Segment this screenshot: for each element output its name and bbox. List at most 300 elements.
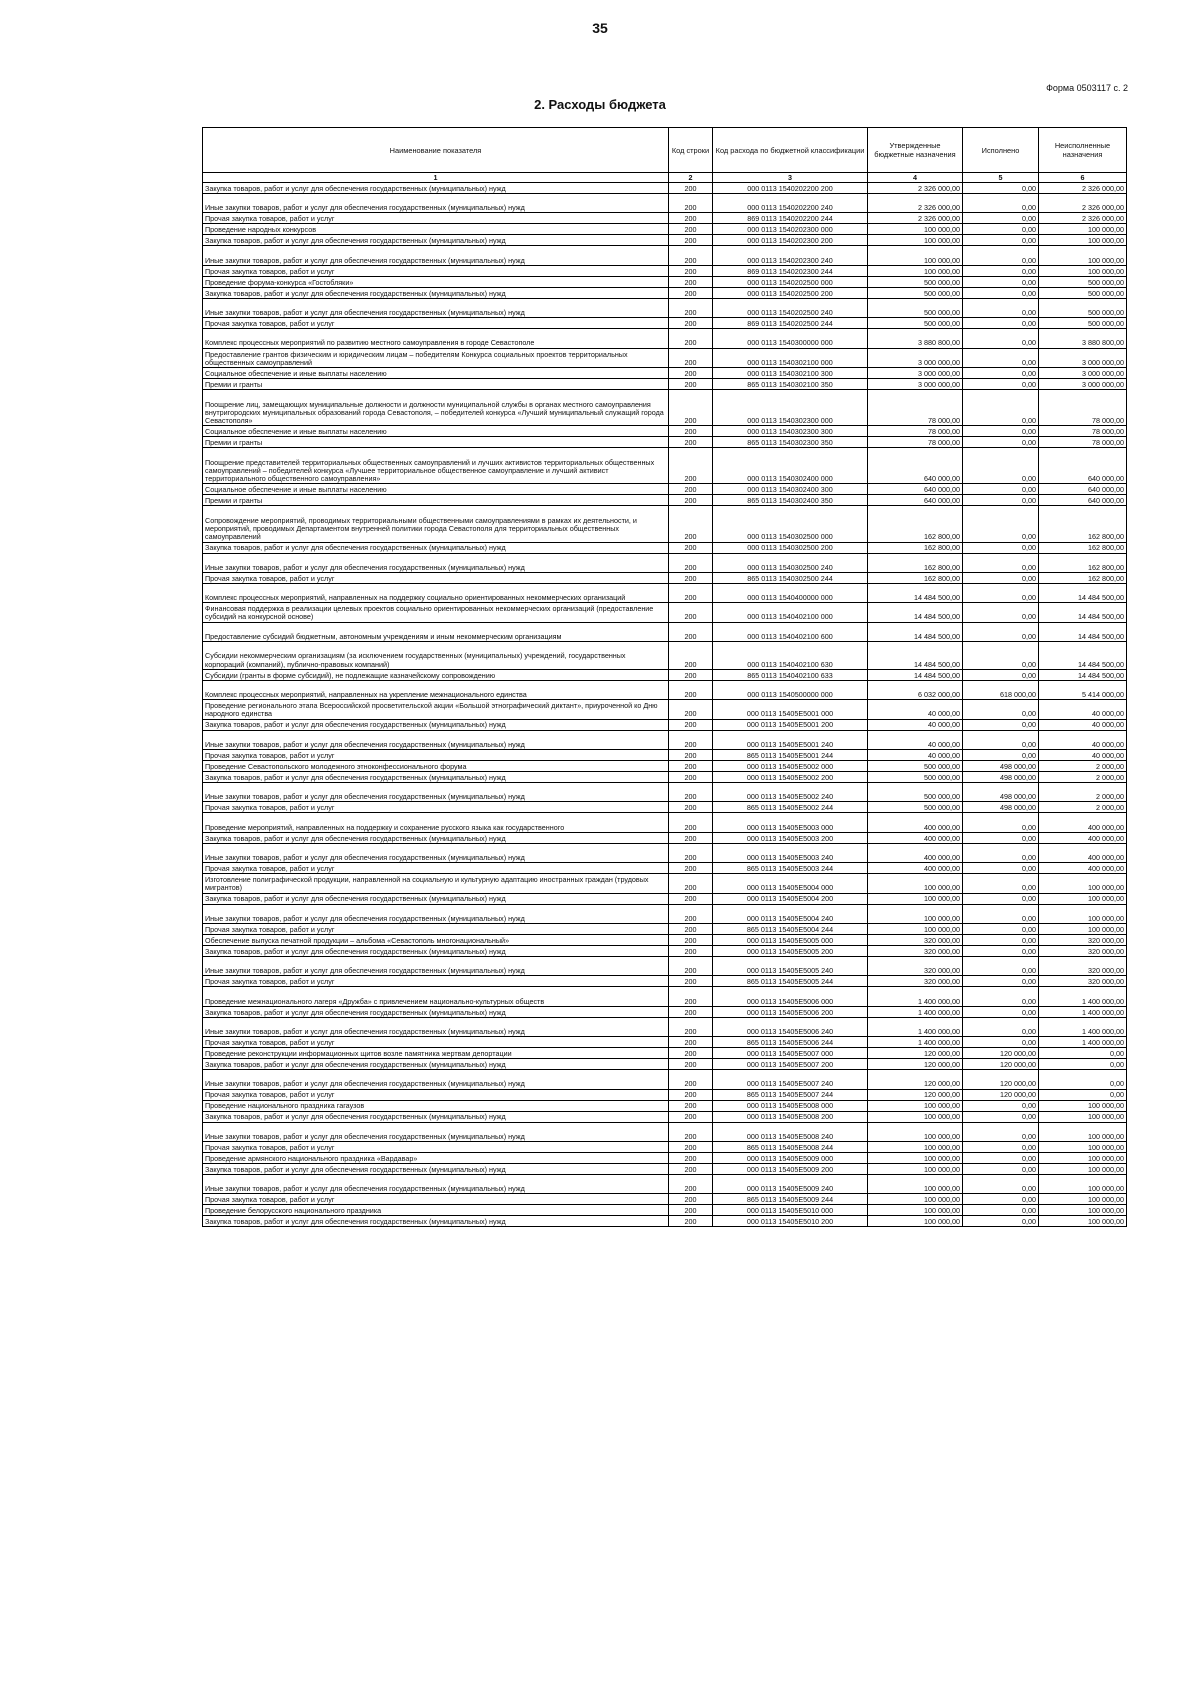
row-name: Прочая закупка товаров, работ и услуг xyxy=(203,976,669,987)
table-row xyxy=(203,437,1127,448)
budget-expenses-table xyxy=(202,127,1127,1227)
row-approved: 120 000,00 xyxy=(868,1070,963,1089)
row-approved: 100 000,00 xyxy=(868,1194,963,1205)
row-name: Закупка товаров, работ и услуг для обеспечения государственных (муниципальных) нужд xyxy=(203,1006,669,1017)
row-line-code: 200 xyxy=(669,329,713,348)
row-unexecuted: 162 800,00 xyxy=(1039,506,1127,542)
row-line-code: 200 xyxy=(669,265,713,276)
table-row xyxy=(203,484,1127,495)
table-row xyxy=(203,1216,1127,1227)
row-unexecuted: 40 000,00 xyxy=(1039,719,1127,730)
row-executed: 0,00 xyxy=(963,224,1039,235)
row-classification-code: 000 0113 15405E5004 000 xyxy=(713,874,868,893)
row-classification-code: 000 0113 15405E5001 240 xyxy=(713,730,868,749)
row-name: Закупка товаров, работ и услуг для обеспечения государственных (муниципальных) нужд xyxy=(203,1059,669,1070)
row-classification-code: 000 0113 15405E5006 200 xyxy=(713,1006,868,1017)
row-unexecuted: 100 000,00 xyxy=(1039,235,1127,246)
row-unexecuted: 2 000,00 xyxy=(1039,783,1127,802)
row-name: Прочая закупка товаров, работ и услуг xyxy=(203,572,669,583)
table-row xyxy=(203,783,1127,802)
row-classification-code: 865 0113 1540302100 350 xyxy=(713,378,868,389)
row-unexecuted: 78 000,00 xyxy=(1039,426,1127,437)
row-unexecuted: 400 000,00 xyxy=(1039,843,1127,862)
row-executed: 498 000,00 xyxy=(963,802,1039,813)
row-unexecuted: 3 880 800,00 xyxy=(1039,329,1127,348)
row-line-code: 200 xyxy=(669,1216,713,1227)
row-name: Прочая закупка товаров, работ и услуг xyxy=(203,265,669,276)
row-approved: 14 484 500,00 xyxy=(868,642,963,670)
column-header-classification-code: Код расхода по бюджетной классификации xyxy=(713,128,868,173)
row-unexecuted: 320 000,00 xyxy=(1039,946,1127,957)
row-executed: 0,00 xyxy=(963,1216,1039,1227)
row-line-code: 200 xyxy=(669,389,713,425)
row-executed: 0,00 xyxy=(963,832,1039,843)
row-name: Обеспечение выпуска печатной продукции – альбома «Севастополь многонациональный» xyxy=(203,935,669,946)
row-unexecuted: 100 000,00 xyxy=(1039,1216,1127,1227)
row-line-code: 200 xyxy=(669,924,713,935)
row-executed: 0,00 xyxy=(963,506,1039,542)
row-classification-code: 000 0113 15405E5008 000 xyxy=(713,1100,868,1111)
row-name: Иные закупки товаров, работ и услуг для обеспечения государственных (муниципальных) нужд xyxy=(203,843,669,862)
row-approved: 320 000,00 xyxy=(868,957,963,976)
row-approved: 2 326 000,00 xyxy=(868,213,963,224)
row-executed: 0,00 xyxy=(963,893,1039,904)
table-row xyxy=(203,318,1127,329)
row-executed: 0,00 xyxy=(963,194,1039,213)
row-line-code: 200 xyxy=(669,506,713,542)
row-unexecuted: 100 000,00 xyxy=(1039,1122,1127,1141)
row-name: Прочая закупка товаров, работ и услуг xyxy=(203,318,669,329)
row-unexecuted: 14 484 500,00 xyxy=(1039,642,1127,670)
row-line-code: 200 xyxy=(669,553,713,572)
column-number: 6 xyxy=(1039,173,1127,183)
row-classification-code: 000 0113 15405E5009 240 xyxy=(713,1174,868,1193)
row-approved: 100 000,00 xyxy=(868,1174,963,1193)
row-executed: 0,00 xyxy=(963,426,1039,437)
row-executed: 0,00 xyxy=(963,183,1039,194)
row-executed: 0,00 xyxy=(963,348,1039,367)
row-executed: 0,00 xyxy=(963,553,1039,572)
table-row xyxy=(203,1205,1127,1216)
row-name: Иные закупки товаров, работ и услуг для обеспечения государственных (муниципальных) нужд xyxy=(203,1017,669,1036)
row-name: Прочая закупка товаров, работ и услуг xyxy=(203,1089,669,1100)
row-line-code: 200 xyxy=(669,1194,713,1205)
row-classification-code: 000 0113 1540202500 000 xyxy=(713,276,868,287)
row-unexecuted: 1 400 000,00 xyxy=(1039,1006,1127,1017)
table-row xyxy=(203,1006,1127,1017)
row-approved: 120 000,00 xyxy=(868,1089,963,1100)
row-approved: 100 000,00 xyxy=(868,1216,963,1227)
row-line-code: 200 xyxy=(669,987,713,1006)
table-row xyxy=(203,506,1127,542)
row-name: Иные закупки товаров, работ и услуг для обеспечения государственных (муниципальных) нужд xyxy=(203,1122,669,1141)
row-line-code: 200 xyxy=(669,863,713,874)
row-approved: 100 000,00 xyxy=(868,893,963,904)
row-name: Поощрение представителей территориальных общественных самоуправлений и лучших активистов территориальных общественных самоуправлений – победителей конкурса «Лучшее территориальное общественное самоуправление и лучший активист территориального общественного самоуправления» xyxy=(203,448,669,484)
row-unexecuted: 100 000,00 xyxy=(1039,924,1127,935)
row-line-code: 200 xyxy=(669,730,713,749)
row-classification-code: 000 0113 1540202300 240 xyxy=(713,246,868,265)
row-classification-code: 000 0113 1540500000 000 xyxy=(713,680,868,699)
row-unexecuted: 100 000,00 xyxy=(1039,1163,1127,1174)
row-executed: 0,00 xyxy=(963,1017,1039,1036)
row-executed: 0,00 xyxy=(963,603,1039,622)
row-approved: 162 800,00 xyxy=(868,506,963,542)
row-classification-code: 000 0113 15405E5009 000 xyxy=(713,1152,868,1163)
table-row xyxy=(203,802,1127,813)
table-row xyxy=(203,863,1127,874)
row-executed: 0,00 xyxy=(963,246,1039,265)
row-approved: 162 800,00 xyxy=(868,542,963,553)
row-name: Премии и гранты xyxy=(203,495,669,506)
row-name: Иные закупки товаров, работ и услуг для обеспечения государственных (муниципальных) нужд xyxy=(203,194,669,213)
row-executed: 0,00 xyxy=(963,1111,1039,1122)
row-classification-code: 869 0113 1540202300 244 xyxy=(713,265,868,276)
row-classification-code: 865 0113 15405E5002 244 xyxy=(713,802,868,813)
row-line-code: 200 xyxy=(669,603,713,622)
table-row xyxy=(203,213,1127,224)
row-line-code: 200 xyxy=(669,437,713,448)
row-name: Проведение народных конкурсов xyxy=(203,224,669,235)
row-name: Иные закупки товаров, работ и услуг для обеспечения государственных (муниципальных) нужд xyxy=(203,553,669,572)
row-name: Поощрение лиц, замещающих муниципальные должности и должности муниципальной службы в органах местного самоуправления внутригородских муниципальных образований города Севастополя, – победителей конкурса «Лучший муниципальный служащий города Севастополя» xyxy=(203,389,669,425)
table-row xyxy=(203,832,1127,843)
table-row xyxy=(203,448,1127,484)
row-classification-code: 000 0113 1540400000 000 xyxy=(713,583,868,602)
table-row xyxy=(203,235,1127,246)
row-classification-code: 000 0113 1540302500 000 xyxy=(713,506,868,542)
row-classification-code: 000 0113 15405E5001 200 xyxy=(713,719,868,730)
row-approved: 3 000 000,00 xyxy=(868,378,963,389)
row-name: Проведение реконструкции информационных щитов возле памятника жертвам депортации xyxy=(203,1048,669,1059)
row-approved: 100 000,00 xyxy=(868,1100,963,1111)
row-classification-code: 000 0113 15405E5005 000 xyxy=(713,935,868,946)
table-row xyxy=(203,730,1127,749)
row-approved: 78 000,00 xyxy=(868,426,963,437)
row-unexecuted: 0,00 xyxy=(1039,1070,1127,1089)
row-unexecuted: 1 400 000,00 xyxy=(1039,987,1127,1006)
row-line-code: 200 xyxy=(669,642,713,670)
row-name: Социальное обеспечение и иные выплаты населению xyxy=(203,484,669,495)
row-classification-code: 000 0113 1540202300 000 xyxy=(713,224,868,235)
row-line-code: 200 xyxy=(669,276,713,287)
row-name: Закупка товаров, работ и услуг для обеспечения государственных (муниципальных) нужд xyxy=(203,1216,669,1227)
row-name: Закупка товаров, работ и услуг для обеспечения государственных (муниципальных) нужд xyxy=(203,1111,669,1122)
row-approved: 500 000,00 xyxy=(868,276,963,287)
row-approved: 400 000,00 xyxy=(868,863,963,874)
table-row xyxy=(203,1141,1127,1152)
row-classification-code: 000 0113 1540202300 200 xyxy=(713,235,868,246)
row-classification-code: 000 0113 1540302500 240 xyxy=(713,553,868,572)
table-row xyxy=(203,1122,1127,1141)
row-approved: 640 000,00 xyxy=(868,448,963,484)
column-number: 3 xyxy=(713,173,868,183)
row-classification-code: 000 0113 15405E5006 240 xyxy=(713,1017,868,1036)
row-approved: 3 000 000,00 xyxy=(868,367,963,378)
table-row xyxy=(203,246,1127,265)
row-executed: 0,00 xyxy=(963,265,1039,276)
row-name: Проведение Севастопольского молодежного этноконфессионального форума xyxy=(203,761,669,772)
column-header-approved: Утвержденные бюджетные назначения xyxy=(868,128,963,173)
row-line-code: 200 xyxy=(669,1059,713,1070)
row-name: Закупка товаров, работ и услуг для обеспечения государственных (муниципальных) нужд xyxy=(203,542,669,553)
row-executed: 0,00 xyxy=(963,583,1039,602)
row-classification-code: 000 0113 15405E5001 000 xyxy=(713,700,868,719)
row-executed: 0,00 xyxy=(963,329,1039,348)
row-executed: 0,00 xyxy=(963,318,1039,329)
row-classification-code: 865 0113 1540302500 244 xyxy=(713,572,868,583)
row-executed: 0,00 xyxy=(963,1163,1039,1174)
table-row xyxy=(203,224,1127,235)
row-approved: 500 000,00 xyxy=(868,318,963,329)
row-line-code: 200 xyxy=(669,1174,713,1193)
row-unexecuted: 100 000,00 xyxy=(1039,1152,1127,1163)
row-executed: 120 000,00 xyxy=(963,1089,1039,1100)
row-line-code: 200 xyxy=(669,1017,713,1036)
row-unexecuted: 0,00 xyxy=(1039,1048,1127,1059)
row-name: Закупка товаров, работ и услуг для обеспечения государственных (муниципальных) нужд xyxy=(203,893,669,904)
row-executed: 0,00 xyxy=(963,1037,1039,1048)
row-approved: 40 000,00 xyxy=(868,719,963,730)
row-line-code: 200 xyxy=(669,750,713,761)
row-approved: 400 000,00 xyxy=(868,832,963,843)
row-unexecuted: 100 000,00 xyxy=(1039,246,1127,265)
row-approved: 100 000,00 xyxy=(868,1152,963,1163)
row-name: Проведение армянского национального праздника «Вардавар» xyxy=(203,1152,669,1163)
column-header-executed: Исполнено xyxy=(963,128,1039,173)
table-row xyxy=(203,1048,1127,1059)
row-line-code: 200 xyxy=(669,1037,713,1048)
row-line-code: 200 xyxy=(669,957,713,976)
row-executed: 0,00 xyxy=(963,1152,1039,1163)
row-executed: 0,00 xyxy=(963,1122,1039,1141)
row-executed: 0,00 xyxy=(963,1174,1039,1193)
row-name: Прочая закупка товаров, работ и услуг xyxy=(203,863,669,874)
row-classification-code: 000 0113 15405E5008 240 xyxy=(713,1122,868,1141)
row-classification-code: 000 0113 15405E5008 200 xyxy=(713,1111,868,1122)
table-row xyxy=(203,622,1127,641)
table-row xyxy=(203,183,1127,194)
row-line-code: 200 xyxy=(669,719,713,730)
row-executed: 0,00 xyxy=(963,484,1039,495)
row-line-code: 200 xyxy=(669,1089,713,1100)
row-unexecuted: 100 000,00 xyxy=(1039,224,1127,235)
row-name: Финансовая поддержка в реализации целевых проектов социально ориентированных некоммерческих организаций (предоставление субсидий на конкурсной основе) xyxy=(203,603,669,622)
row-unexecuted: 640 000,00 xyxy=(1039,448,1127,484)
row-name: Субсидии (гранты в форме субсидий), не подлежащие казначейскому сопровождению xyxy=(203,669,669,680)
row-executed: 0,00 xyxy=(963,904,1039,923)
row-classification-code: 000 0113 15405E5002 200 xyxy=(713,772,868,783)
row-executed: 0,00 xyxy=(963,987,1039,1006)
table-row xyxy=(203,194,1127,213)
row-approved: 14 484 500,00 xyxy=(868,669,963,680)
form-code: Форма 0503117 с. 2 xyxy=(1046,83,1128,93)
row-classification-code: 000 0113 1540202500 200 xyxy=(713,287,868,298)
table-row xyxy=(203,603,1127,622)
row-line-code: 200 xyxy=(669,946,713,957)
table-row xyxy=(203,572,1127,583)
row-name: Прочая закупка товаров, работ и услуг xyxy=(203,1037,669,1048)
row-unexecuted: 2 326 000,00 xyxy=(1039,213,1127,224)
row-classification-code: 000 0113 1540402100 000 xyxy=(713,603,868,622)
row-classification-code: 865 0113 15405E5005 244 xyxy=(713,976,868,987)
table-row xyxy=(203,642,1127,670)
row-classification-code: 000 0113 1540302300 000 xyxy=(713,389,868,425)
row-unexecuted: 2 326 000,00 xyxy=(1039,194,1127,213)
row-name: Закупка товаров, работ и услуг для обеспечения государственных (муниципальных) нужд xyxy=(203,719,669,730)
row-unexecuted: 3 000 000,00 xyxy=(1039,348,1127,367)
row-name: Проведение мероприятий, направленных на поддержку и сохранение русского языка как государственного xyxy=(203,813,669,832)
row-executed: 0,00 xyxy=(963,213,1039,224)
column-header-unexecuted: Неисполненные назначения xyxy=(1039,128,1127,173)
column-number: 2 xyxy=(669,173,713,183)
row-executed: 0,00 xyxy=(963,719,1039,730)
row-approved: 100 000,00 xyxy=(868,1141,963,1152)
row-classification-code: 000 0113 1540302400 000 xyxy=(713,448,868,484)
row-line-code: 200 xyxy=(669,1006,713,1017)
row-line-code: 200 xyxy=(669,318,713,329)
row-unexecuted: 500 000,00 xyxy=(1039,287,1127,298)
table-row xyxy=(203,772,1127,783)
row-name: Прочая закупка товаров, работ и услуг xyxy=(203,750,669,761)
row-unexecuted: 400 000,00 xyxy=(1039,863,1127,874)
table-row xyxy=(203,946,1127,957)
row-unexecuted: 100 000,00 xyxy=(1039,1100,1127,1111)
row-line-code: 200 xyxy=(669,772,713,783)
row-executed: 0,00 xyxy=(963,1006,1039,1017)
row-executed: 0,00 xyxy=(963,863,1039,874)
row-approved: 100 000,00 xyxy=(868,235,963,246)
row-name: Изготовление полиграфической продукции, направленной на социальную и культурную адаптацию иностранных граждан (трудовых мигрантов) xyxy=(203,874,669,893)
table-row xyxy=(203,893,1127,904)
table-row xyxy=(203,329,1127,348)
row-unexecuted: 14 484 500,00 xyxy=(1039,603,1127,622)
row-line-code: 200 xyxy=(669,224,713,235)
table-row xyxy=(203,378,1127,389)
row-classification-code: 000 0113 15405E5010 200 xyxy=(713,1216,868,1227)
row-line-code: 200 xyxy=(669,287,713,298)
row-name: Проведение национального праздника гагаузов xyxy=(203,1100,669,1111)
column-number: 5 xyxy=(963,173,1039,183)
row-executed: 0,00 xyxy=(963,235,1039,246)
row-line-code: 200 xyxy=(669,935,713,946)
row-approved: 100 000,00 xyxy=(868,874,963,893)
table-row xyxy=(203,1070,1127,1089)
row-classification-code: 865 0113 15405E5006 244 xyxy=(713,1037,868,1048)
table-row xyxy=(203,1100,1127,1111)
table-row xyxy=(203,1017,1127,1036)
table-row xyxy=(203,389,1127,425)
row-name: Социальное обеспечение и иные выплаты населению xyxy=(203,426,669,437)
row-name: Прочая закупка товаров, работ и услуг xyxy=(203,213,669,224)
row-approved: 400 000,00 xyxy=(868,813,963,832)
row-classification-code: 000 0113 1540302100 000 xyxy=(713,348,868,367)
row-approved: 640 000,00 xyxy=(868,495,963,506)
row-line-code: 200 xyxy=(669,1152,713,1163)
row-unexecuted: 500 000,00 xyxy=(1039,276,1127,287)
row-unexecuted: 40 000,00 xyxy=(1039,750,1127,761)
row-approved: 500 000,00 xyxy=(868,802,963,813)
row-line-code: 200 xyxy=(669,367,713,378)
row-unexecuted: 2 000,00 xyxy=(1039,802,1127,813)
row-classification-code: 869 0113 1540202500 244 xyxy=(713,318,868,329)
table-row xyxy=(203,813,1127,832)
row-name: Проведение форума-конкурса «Гостобляки» xyxy=(203,276,669,287)
table-row xyxy=(203,495,1127,506)
column-number-row xyxy=(203,173,1127,183)
table-row xyxy=(203,1194,1127,1205)
table-row xyxy=(203,367,1127,378)
row-executed: 0,00 xyxy=(963,1194,1039,1205)
row-classification-code: 865 0113 15405E5004 244 xyxy=(713,924,868,935)
row-line-code: 200 xyxy=(669,298,713,317)
row-classification-code: 869 0113 1540202200 244 xyxy=(713,213,868,224)
row-approved: 100 000,00 xyxy=(868,904,963,923)
row-approved: 78 000,00 xyxy=(868,437,963,448)
row-line-code: 200 xyxy=(669,378,713,389)
row-executed: 0,00 xyxy=(963,276,1039,287)
row-name: Премии и гранты xyxy=(203,437,669,448)
row-approved: 1 400 000,00 xyxy=(868,1006,963,1017)
row-executed: 0,00 xyxy=(963,572,1039,583)
row-classification-code: 865 0113 15405E5007 244 xyxy=(713,1089,868,1100)
row-classification-code: 000 0113 15405E5003 200 xyxy=(713,832,868,843)
row-name: Закупка товаров, работ и услуг для обеспечения государственных (муниципальных) нужд xyxy=(203,235,669,246)
row-classification-code: 000 0113 15405E5005 240 xyxy=(713,957,868,976)
row-name: Предоставление грантов физическим и юридическим лицам – победителям Конкурса социальных проектов территориальных общественных самоуправлений xyxy=(203,348,669,367)
table-row xyxy=(203,1037,1127,1048)
row-classification-code: 000 0113 1540302100 300 xyxy=(713,367,868,378)
row-name: Комплекс процессных мероприятий, направленных на поддержку социально ориентированных некоммерческих организаций xyxy=(203,583,669,602)
row-executed: 0,00 xyxy=(963,935,1039,946)
table-row xyxy=(203,719,1127,730)
table-row xyxy=(203,287,1127,298)
row-approved: 1 400 000,00 xyxy=(868,1017,963,1036)
row-unexecuted: 500 000,00 xyxy=(1039,318,1127,329)
row-approved: 6 032 000,00 xyxy=(868,680,963,699)
row-unexecuted: 640 000,00 xyxy=(1039,484,1127,495)
table-row xyxy=(203,957,1127,976)
row-unexecuted: 2 326 000,00 xyxy=(1039,183,1127,194)
row-unexecuted: 400 000,00 xyxy=(1039,832,1127,843)
row-classification-code: 865 0113 15405E5001 244 xyxy=(713,750,868,761)
column-header-name: Наименование показателя xyxy=(203,128,669,173)
row-line-code: 200 xyxy=(669,194,713,213)
row-classification-code: 000 0113 1540300000 000 xyxy=(713,329,868,348)
row-unexecuted: 2 000,00 xyxy=(1039,772,1127,783)
table-row xyxy=(203,1163,1127,1174)
table-row xyxy=(203,1174,1127,1193)
row-unexecuted: 14 484 500,00 xyxy=(1039,583,1127,602)
table-row xyxy=(203,761,1127,772)
row-executed: 0,00 xyxy=(963,976,1039,987)
row-unexecuted: 1 400 000,00 xyxy=(1039,1037,1127,1048)
row-line-code: 200 xyxy=(669,874,713,893)
table-row xyxy=(203,924,1127,935)
table-row xyxy=(203,987,1127,1006)
row-line-code: 200 xyxy=(669,669,713,680)
row-unexecuted: 40 000,00 xyxy=(1039,700,1127,719)
row-classification-code: 000 0113 1540202200 200 xyxy=(713,183,868,194)
row-executed: 0,00 xyxy=(963,813,1039,832)
row-unexecuted: 3 000 000,00 xyxy=(1039,378,1127,389)
row-unexecuted: 14 484 500,00 xyxy=(1039,669,1127,680)
row-line-code: 200 xyxy=(669,448,713,484)
row-line-code: 200 xyxy=(669,843,713,862)
row-name: Иные закупки товаров, работ и услуг для обеспечения государственных (муниципальных) нужд xyxy=(203,783,669,802)
row-name: Иные закупки товаров, работ и услуг для обеспечения государственных (муниципальных) нужд xyxy=(203,246,669,265)
row-line-code: 200 xyxy=(669,583,713,602)
